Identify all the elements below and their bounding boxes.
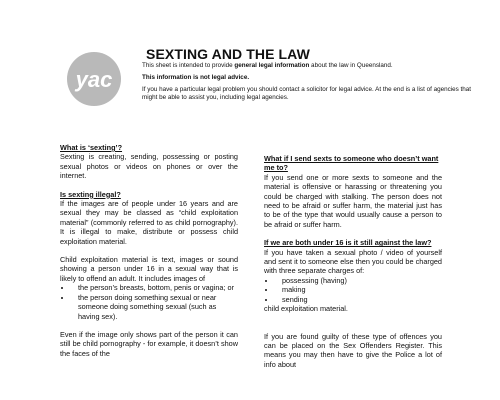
heading-both-under-16: If we are both under 16 is it still against the law? <box>264 238 432 248</box>
page-title: SEXTING AND THE LAW <box>146 46 310 62</box>
paragraph-illegal: If the images are of people under 16 years and are sexual they may be classed as “child exploitation material” (commonly referred to as child pornography). It is illegal to make, distribute or possess child exploitation material. <box>60 199 238 246</box>
paragraph-sexting-definition: Sexting is creating, sending, possessing or posting sexual photos or videos on phones or over the internet. <box>60 152 238 181</box>
list-item: • possessing (having) <box>276 276 442 285</box>
yac-logo-icon <box>67 52 121 106</box>
right-bullet-list <box>264 276 442 304</box>
not-legal-advice-note: This information is not legal advice. <box>142 74 250 81</box>
contact-solicitor-note: If you have a particular legal problem you should contact a solicitor for legal advice. At the end is a list of agencies that might be able to assist you, including legal agencies. <box>142 86 472 101</box>
intro-line <box>142 62 477 70</box>
intro-block <box>142 62 477 106</box>
right-column <box>264 154 442 378</box>
paragraph-stalking: If you send one or more sexts to someone and the material is offensive or harassing or threatening you could be charged with stalking. The person does not need to be afraid or suffer harm, the material just has to be of the type that would usually cause a person to be afraid or suffer harm. <box>264 172 442 229</box>
intro-text-after: about the law in Queensland. <box>309 62 393 69</box>
paragraph-child-exploitation-material: Child exploitation material is text, images or sound showing a person under 16 in a sexual way that is likely to offend an adult. It includes images of <box>60 255 238 283</box>
intro-text-bold: general legal information <box>234 62 310 69</box>
list-item: • making <box>276 285 442 294</box>
paragraph-separate-charges: If you have taken a sexual photo / video of yourself and sent it to someone else then you could be charged with three separate charges of: <box>264 247 442 276</box>
heading-what-is-sexting: What is ‘sexting’? <box>60 143 123 152</box>
left-bullet-list <box>60 283 238 321</box>
logo-lettering: yac <box>75 67 113 92</box>
intro-text-before: This sheet is intended to provide <box>142 62 235 69</box>
left-column <box>60 143 238 367</box>
list-item: • sending <box>276 295 442 304</box>
heading-unwanted-sexts: What if I send sexts to someone who doesn’t want me to? <box>264 154 439 173</box>
list-item: • the person doing something sexual or near someone doing something sexual (such as having sex). <box>72 293 238 321</box>
paragraph-sex-offenders-register: If you are found guilty of these type of offences you can be placed on the Sex Offenders Register. This means you may then have to give the Police a lot of info about <box>264 331 442 369</box>
yac-logo <box>67 52 121 106</box>
paragraph-partial-image: Even if the image only shows part of the person it can still be child pornography - for example, it doesn’t show the faces of the <box>60 329 238 358</box>
heading-is-sexting-illegal: Is sexting illegal? <box>60 189 121 199</box>
paragraph-cem: child exploitation material. <box>264 304 348 314</box>
list-item: • the person’s breasts, bottom, penis or vagina; or <box>72 283 238 292</box>
